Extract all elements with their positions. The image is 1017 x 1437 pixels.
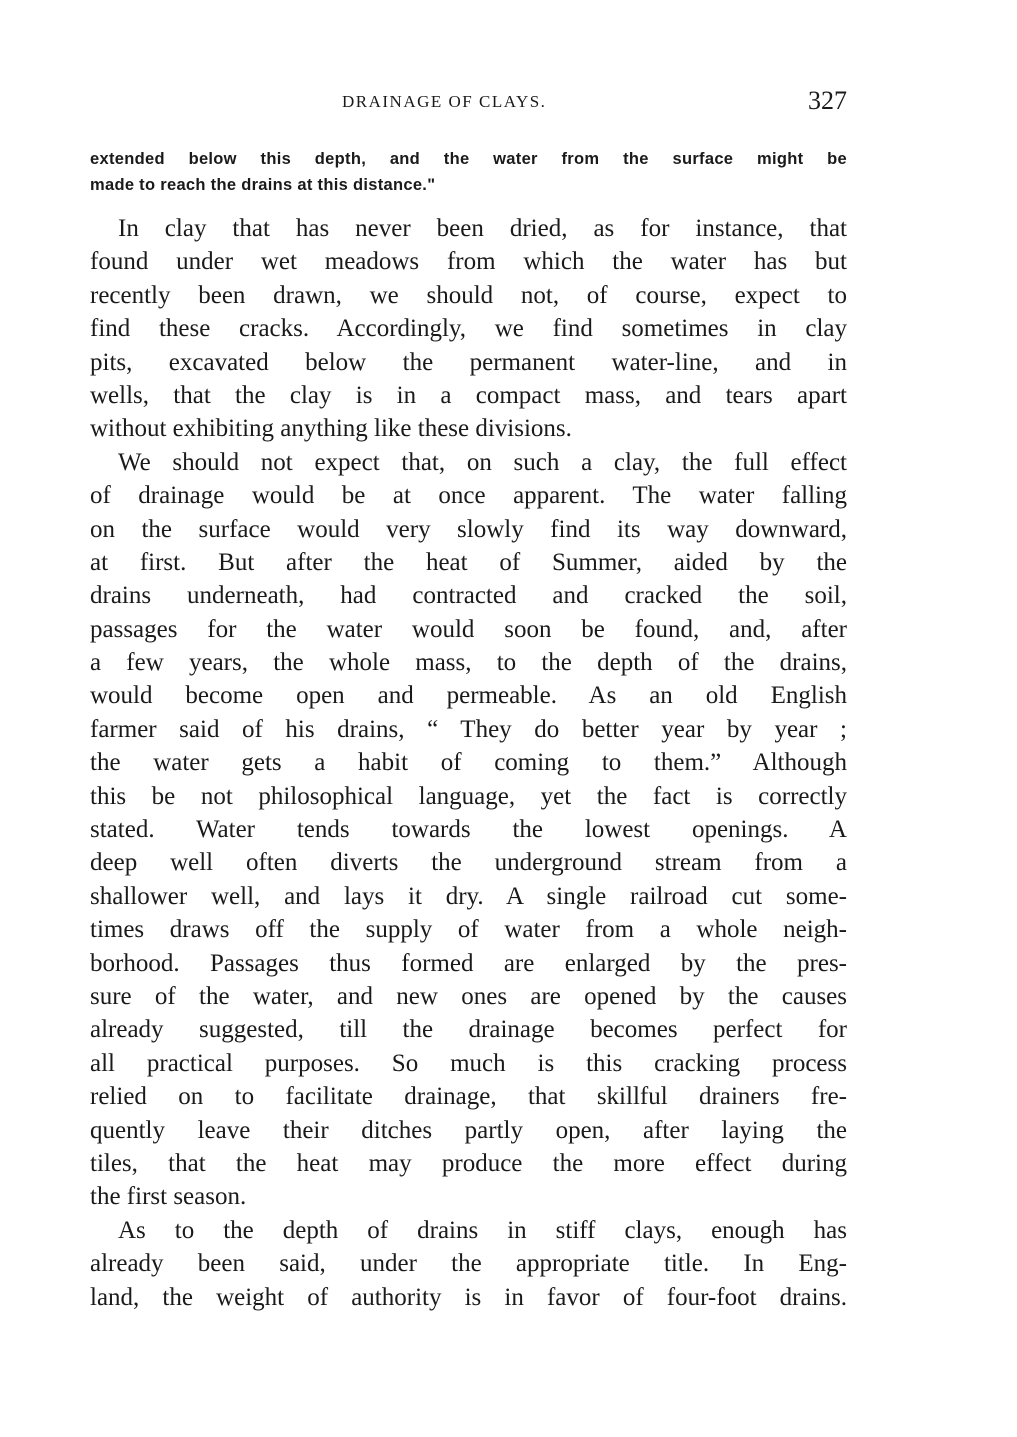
paragraph-line: recently been drawn, we should not, of course, expect to <box>90 281 847 309</box>
paragraph-line: quently leave their ditches partly open, after laying the <box>90 1116 847 1144</box>
paragraph-line: on the surface would very slowly find its way downward, <box>90 515 847 543</box>
page-number: 327 <box>808 86 847 115</box>
paragraph-line: find these cracks. Accordingly, we find sometimes in clay <box>90 315 847 343</box>
paragraph-line: borhood. Passages thus formed are enlarged by the pres- <box>90 949 847 977</box>
paragraph-line: of drainage would be at once apparent. The water falling <box>90 482 847 510</box>
paragraph-line: the water gets a habit of coming to them.” Although <box>90 749 847 777</box>
paragraph-line: would become open and permeable. As an old English <box>90 682 847 710</box>
paragraph-line: farmer said of his drains, “ They do better year by year ; <box>90 715 847 743</box>
quote-line: made to reach the drains at this distance." <box>90 176 436 194</box>
running-head <box>90 86 847 120</box>
paragraph-line: stated. Water tends towards the lowest openings. A <box>90 816 847 844</box>
paragraph-line: passages for the water would soon be found, and, after <box>90 615 847 643</box>
paragraph-line: the first season. <box>90 1183 247 1211</box>
paragraph-line: We should not expect that, on such a clay, the full effect <box>118 448 847 476</box>
paragraph-line: this be not philosophical language, yet the fact is correctly <box>90 782 847 810</box>
paragraph-line: In clay that has never been dried, as for instance, that <box>118 215 847 242</box>
paragraph-line: already been said, under the appropriate title. In Eng- <box>90 1250 847 1278</box>
quote-line: extended below this depth, and the water from the surface might be <box>90 150 847 168</box>
paragraph-line: deep well often diverts the underground stream from a <box>90 849 847 877</box>
body-text <box>90 212 847 1314</box>
paragraph-line: shallower well, and lays it dry. A single railroad cut some- <box>90 882 847 910</box>
quoted-passage <box>90 146 847 198</box>
paragraph-line: drains underneath, had contracted and cracked the soil, <box>90 582 847 610</box>
paragraph-line: wells, that the clay is in a compact mass, and tears apart <box>90 381 847 409</box>
paragraph-line: pits, excavated below the permanent water-line, and in <box>90 348 847 376</box>
paragraph-line: a few years, the whole mass, to the depth of the drains, <box>90 649 847 677</box>
paragraph-line: all practical purposes. So much is this cracking process <box>90 1049 847 1077</box>
paragraph-line: land, the weight of authority is in favor of four-foot drains. <box>90 1283 847 1311</box>
paragraph-line: As to the depth of drains in stiff clays, enough has <box>118 1216 847 1244</box>
paragraph-line: already suggested, till the drainage becomes perfect for <box>90 1016 847 1044</box>
paragraph-line: tiles, that the heat may produce the more effect during <box>90 1149 847 1177</box>
running-title: DRAINAGE OF CLAYS. <box>342 92 547 111</box>
paragraph-line: at first. But after the heat of Summer, aided by the <box>90 548 847 576</box>
paragraph-line: found under wet meadows from which the water has but <box>90 248 847 276</box>
paragraph-line: relied on to facilitate drainage, that skillful drainers fre- <box>90 1083 847 1111</box>
paragraph-line: times draws off the supply of water from a whole neigh- <box>90 916 847 944</box>
paragraph-line: sure of the water, and new ones are opened by the causes <box>90 982 847 1010</box>
paragraph-line: without exhibiting anything like these divisions. <box>90 415 572 443</box>
